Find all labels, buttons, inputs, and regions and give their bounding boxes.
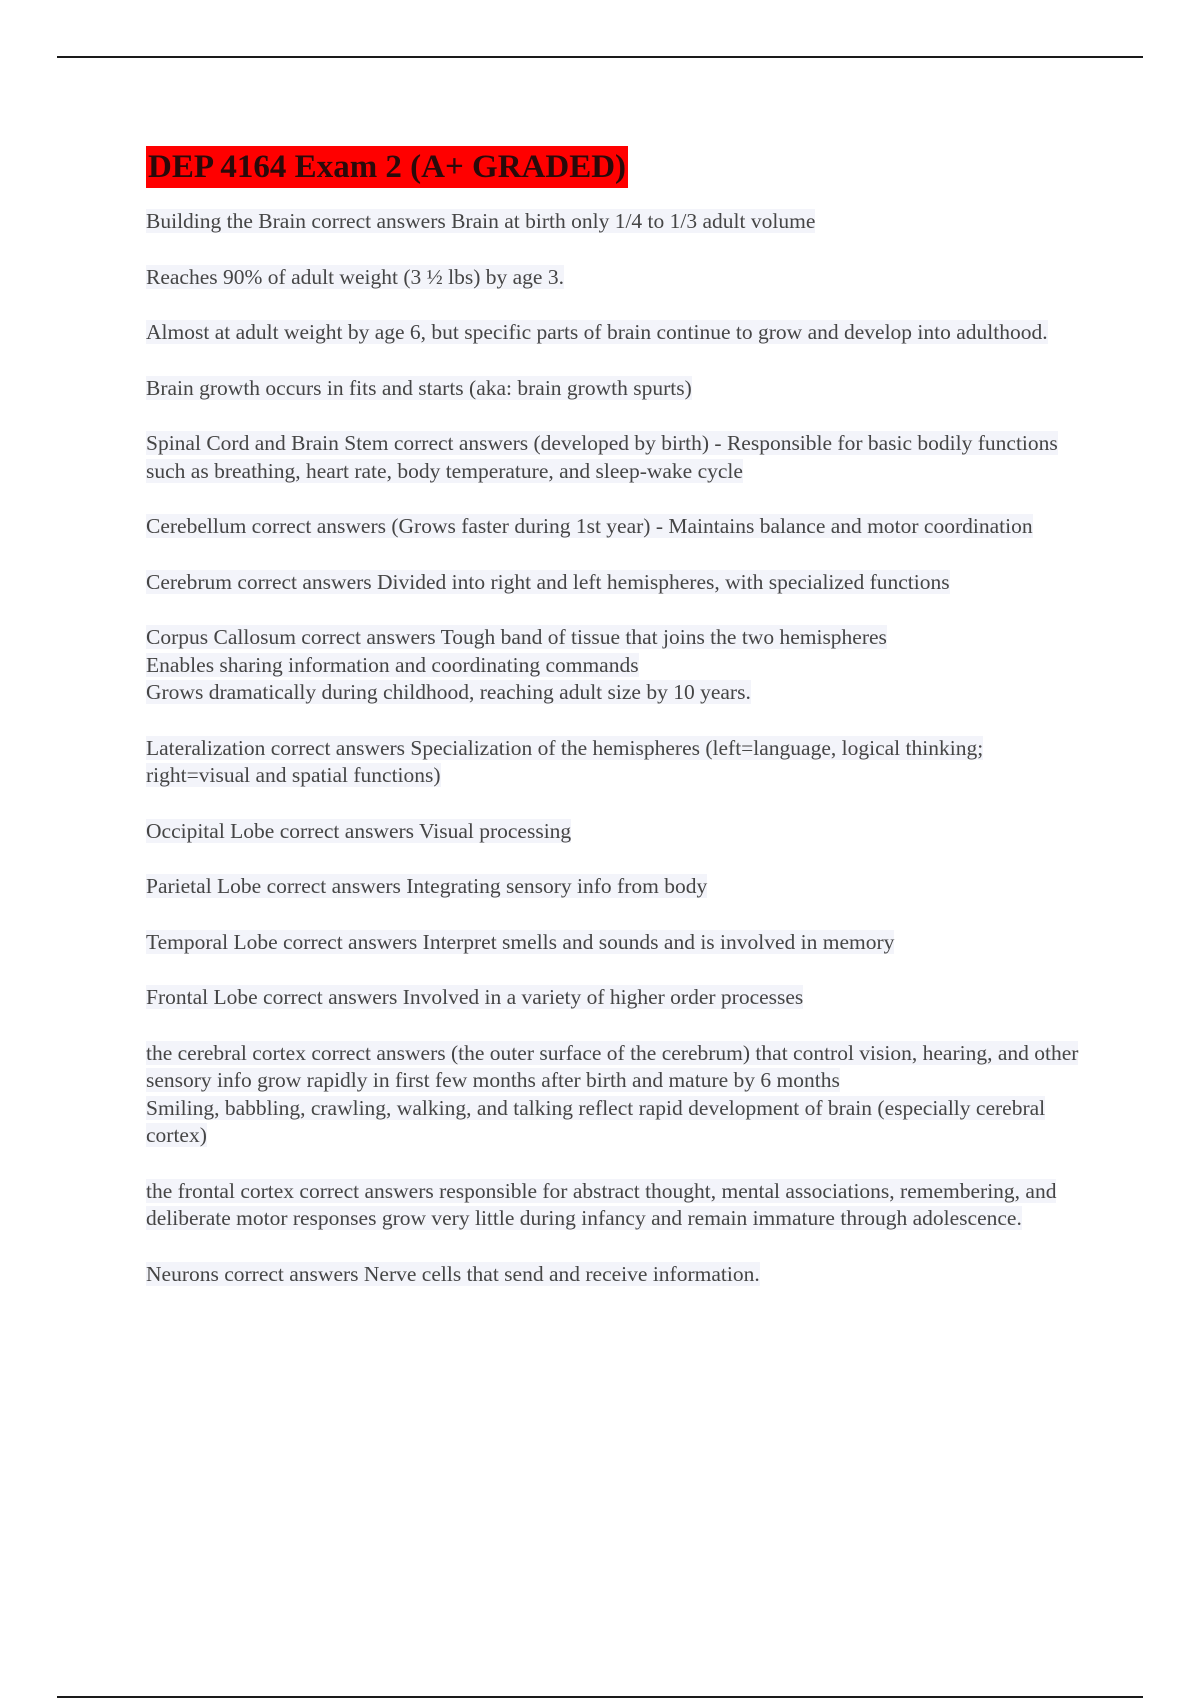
paragraph xyxy=(146,818,1091,846)
paragraph xyxy=(146,1261,1091,1289)
paragraph-text: Occipital Lobe correct answers Visual processing xyxy=(146,818,572,843)
paragraph xyxy=(146,1040,1091,1150)
paragraph xyxy=(146,375,1091,403)
paragraph-text: Parietal Lobe correct answers Integrating sensory info from body xyxy=(146,874,708,898)
paragraph xyxy=(146,1178,1091,1233)
paragraph xyxy=(146,430,1091,485)
paragraph xyxy=(146,873,1091,901)
paragraph-text: the cerebral cortex correct answers (the outer surface of the cerebrum) that control vision, hearing, and other sensory info grow rapidly in first few months after birth and mature by 6 months xyxy=(146,1040,1079,1092)
paragraph xyxy=(146,624,1091,707)
paragraph-text: Cerebrum correct answers Divided into right and left hemispheres, with specialized functions xyxy=(146,569,950,594)
paragraph-text: Spinal Cord and Brain Stem correct answers (developed by birth) - Responsible for basic bodily functions such as breathing, heart rate, body temperature, and sleep-wake cycle xyxy=(146,431,1058,483)
paragraph xyxy=(146,513,1091,541)
paragraph xyxy=(146,264,1091,292)
paragraph xyxy=(146,735,1091,790)
paragraph xyxy=(146,929,1091,957)
paragraph-text: Reaches 90% of adult weight (3 ½ lbs) by age 3. xyxy=(146,264,564,289)
paragraph-text: Frontal Lobe correct answers Involved in a variety of higher order processes xyxy=(146,985,804,1009)
paragraph-text: Building the Brain correct answers Brain at birth only 1/4 to 1/3 adult volume xyxy=(146,209,816,233)
paragraph-text: Cerebellum correct answers (Grows faster during 1st year) - Maintains balance and motor coordination xyxy=(146,514,1033,538)
paragraph-text: Almost at adult weight by age 6, but specific parts of brain continue to grow and develop into adulthood. xyxy=(146,320,1048,344)
paragraph xyxy=(146,569,1091,597)
title-block xyxy=(146,146,1091,188)
paragraph xyxy=(146,984,1091,1012)
paragraph-text: Corpus Callosum correct answers Tough band of tissue that joins the two hemispheres xyxy=(146,625,887,649)
top-rule xyxy=(57,56,1143,58)
document-body xyxy=(146,146,1091,1316)
paragraph-text: Enables sharing information and coordinating commands xyxy=(146,652,639,677)
bottom-rule xyxy=(57,1696,1143,1698)
document-title: DEP 4164 Exam 2 (A+ GRADED) xyxy=(146,146,628,188)
paragraph-text: Smiling, babbling, crawling, walking, and talking reflect rapid development of brain (especially cerebral cortex) xyxy=(146,1095,1046,1147)
paragraph xyxy=(146,208,1091,236)
paragraph xyxy=(146,319,1091,347)
paragraph-text: Brain growth occurs in fits and starts (aka: brain growth spurts) xyxy=(146,375,692,400)
paragraph-text: Grows dramatically during childhood, reaching adult size by 10 years. xyxy=(146,680,751,704)
paragraph-text: Neurons correct answers Nerve cells that send and receive information. xyxy=(146,1261,760,1286)
paragraph-text: Lateralization correct answers Specialization of the hemispheres (left=language, logical thinking; right=visual and spatial functions) xyxy=(146,735,984,787)
paragraph-text: the frontal cortex correct answers responsible for abstract thought, mental associations, remembering, and deliberate motor responses grow very little during infancy and remain immature through adolescence. xyxy=(146,1178,1057,1230)
paragraph-text: Temporal Lobe correct answers Interpret smells and sounds and is involved in memory xyxy=(146,929,895,954)
